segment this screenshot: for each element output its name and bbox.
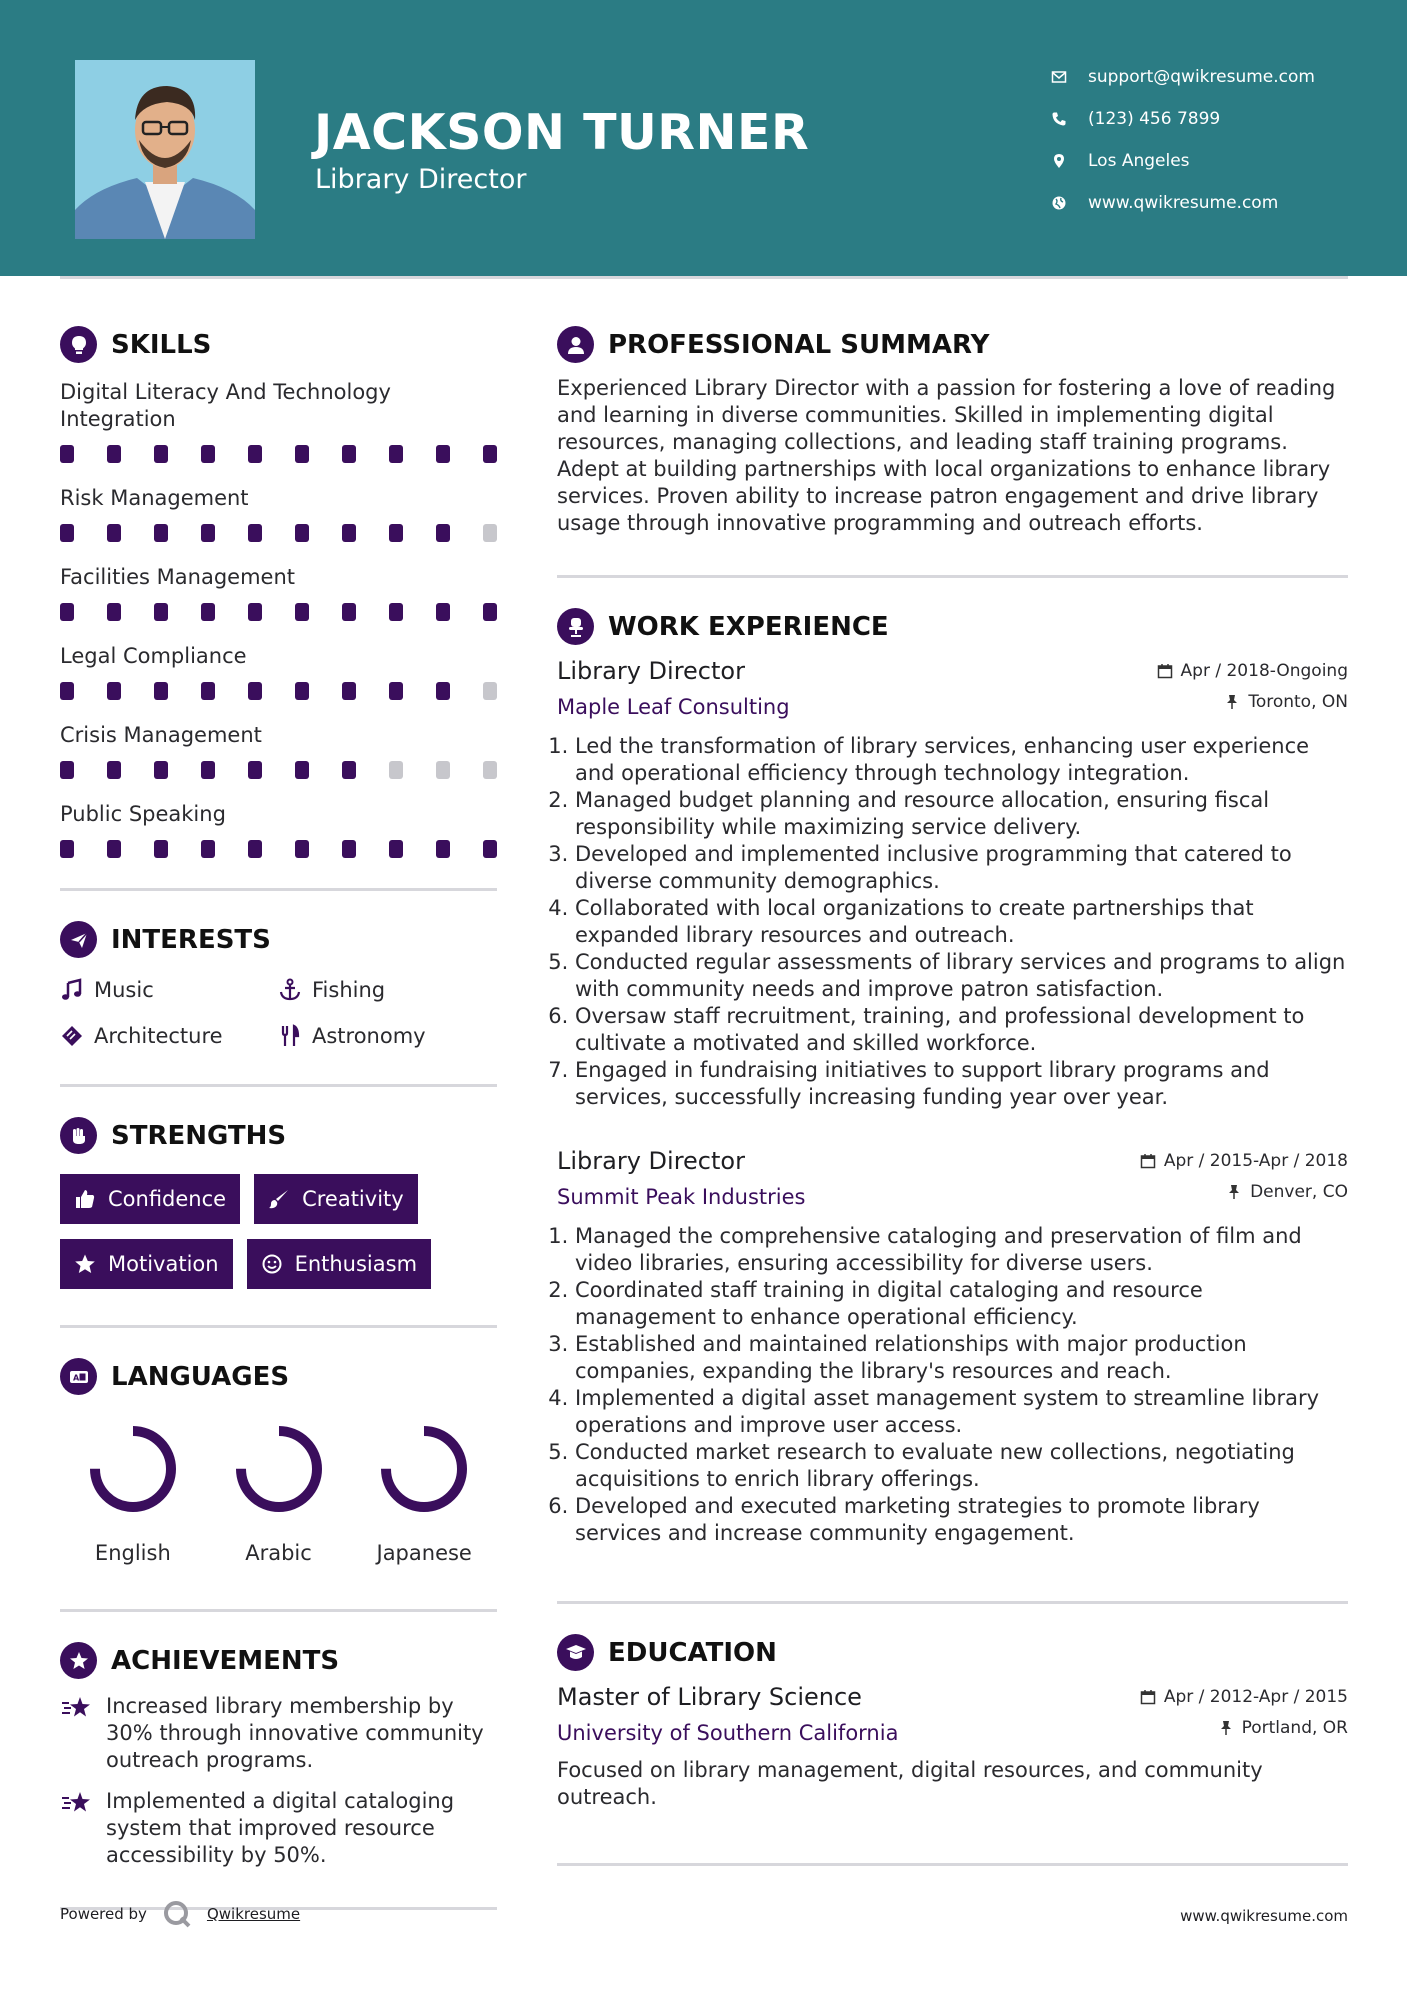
rating-dot-filled	[107, 445, 121, 463]
languages-heading	[60, 1358, 497, 1395]
contact-email[interactable]	[1051, 56, 1315, 98]
contact-phone-text: (123) 456 7899	[1088, 109, 1221, 129]
school-name: University of Southern California	[557, 1721, 899, 1745]
strength-badge	[254, 1174, 418, 1224]
rating-dot-filled	[107, 603, 121, 621]
lightbulb-icon	[60, 326, 97, 363]
rating-dot-filled	[201, 445, 215, 463]
rating-dot-filled	[295, 761, 309, 779]
job-bullets	[557, 733, 1348, 1111]
shooting-star-icon	[60, 1693, 94, 1727]
strengths-heading	[60, 1117, 497, 1154]
utensils-icon	[278, 1024, 302, 1048]
job-title: Library Director	[557, 1147, 745, 1175]
language-name: English	[94, 1541, 171, 1565]
language-proficiency-ring	[83, 1419, 183, 1519]
skill-rating	[60, 445, 497, 463]
summary-text: Experienced Library Director with a passion for fostering a love of reading and learning in diverse communities. Skilled in implementing digital resources, managing collections, and leading staff training programs. Adept at building partnerships with local organizations to enhance library services. Proven ability to increase patron engagement and drive library usage through innovative programming and outreach efforts.	[557, 376, 1336, 535]
right-column	[557, 326, 1348, 1866]
rating-dot-filled	[436, 840, 450, 858]
strength-label: Creativity	[302, 1187, 404, 1211]
rating-dot-filled	[60, 524, 74, 542]
rating-dot-filled	[107, 524, 121, 542]
rating-dot-filled	[342, 445, 356, 463]
calendar-icon	[1140, 1153, 1156, 1169]
rating-dot-filled	[154, 524, 168, 542]
rating-dot-filled	[201, 682, 215, 700]
pushpin-icon	[1218, 1720, 1234, 1736]
achievements-title: ACHIEVEMENTS	[111, 1645, 340, 1676]
rating-dot-filled	[248, 840, 262, 858]
languages-title: LANGUAGES	[111, 1361, 290, 1392]
rating-dot-filled	[342, 603, 356, 621]
ruler-pencil-icon	[60, 1024, 84, 1048]
strength-badge	[247, 1239, 431, 1289]
office-chair-icon	[557, 608, 594, 645]
rating-dot-filled	[483, 445, 497, 463]
shooting-star-icon	[60, 1788, 94, 1822]
job-bullet: 2. Managed budget planning and resource allocation, ensuring fiscal responsibility while maximizing service delivery.	[575, 787, 1348, 841]
strengths-title: STRENGTHS	[111, 1120, 287, 1151]
rating-dot-filled	[295, 524, 309, 542]
education-dates	[1140, 1687, 1348, 1707]
job-bullet: 5. Conducted regular assessments of library services and programs to align with community needs and improve patron satisfaction.	[575, 949, 1348, 1003]
job-bullet: 2. Coordinated staff training in digital cataloging and resource management to enhance operational efficiency.	[575, 1277, 1348, 1331]
qwikresume-logo-icon	[161, 1898, 193, 1930]
interests-list	[60, 978, 497, 1048]
interests-heading	[60, 921, 497, 958]
contact-website[interactable]	[1051, 182, 1315, 224]
rating-dot-filled	[436, 445, 450, 463]
rating-dot-filled	[248, 603, 262, 621]
rating-dot-filled	[154, 603, 168, 621]
phone-icon	[1051, 111, 1067, 127]
skill-name: Risk Management	[60, 486, 249, 510]
job-entry	[557, 1147, 1348, 1547]
language-level-arc	[95, 1431, 171, 1507]
rating-dot-empty	[436, 761, 450, 779]
rating-dot-filled	[342, 682, 356, 700]
rating-dot-filled	[154, 761, 168, 779]
rating-dot-filled	[342, 761, 356, 779]
strength-label: Confidence	[108, 1187, 227, 1211]
fist-icon	[60, 1117, 97, 1154]
rating-dot-filled	[295, 682, 309, 700]
rating-dot-filled	[389, 840, 403, 858]
brand-link[interactable]: Qwikresume	[206, 1905, 301, 1923]
job-location	[1226, 1182, 1348, 1202]
language-level-arc	[241, 1431, 317, 1507]
language-icon	[60, 1358, 97, 1395]
skill-rating	[60, 761, 497, 779]
interest-item	[60, 978, 278, 1002]
contact-location	[1051, 140, 1315, 182]
skill-name: Legal Compliance	[60, 644, 247, 668]
interest-label: Music	[94, 978, 154, 1002]
strengths-list	[60, 1174, 497, 1289]
language-name: Arabic	[245, 1541, 312, 1565]
language-proficiency-ring	[374, 1419, 474, 1519]
job-location-text: Toronto, ON	[1248, 692, 1348, 712]
interest-label: Astronomy	[312, 1024, 426, 1048]
education-heading	[557, 1634, 1348, 1671]
job-company: Maple Leaf Consulting	[557, 695, 790, 719]
rating-dot-empty	[483, 524, 497, 542]
interest-label: Fishing	[312, 978, 386, 1002]
rating-dot-filled	[248, 445, 262, 463]
job-bullet: 1. Led the transformation of library services, enhancing user experience and operational efficiency through technology integration.	[575, 733, 1348, 787]
rating-dot-filled	[201, 840, 215, 858]
skill-name: Public Speaking	[60, 802, 226, 826]
job-entry	[557, 657, 1348, 1111]
education-location-text: Portland, OR	[1241, 1718, 1348, 1738]
job-bullet: 6. Developed and executed marketing strategies to promote library services and increase community engagement.	[575, 1493, 1348, 1547]
rating-dot-filled	[60, 445, 74, 463]
paper-plane-icon	[60, 921, 97, 958]
star-icon	[74, 1253, 96, 1275]
rating-dot-filled	[389, 445, 403, 463]
rating-dot-filled	[248, 682, 262, 700]
rating-dot-filled	[107, 840, 121, 858]
language-proficiency-ring	[229, 1419, 329, 1519]
skills-title: SKILLS	[111, 329, 212, 360]
rating-dot-filled	[60, 603, 74, 621]
achievements-list	[60, 1693, 497, 1869]
interest-item	[60, 1024, 278, 1048]
rating-dot-filled	[295, 445, 309, 463]
rating-dot-filled	[436, 524, 450, 542]
rating-dot-filled	[389, 524, 403, 542]
job-dates-text: Apr / 2015-Apr / 2018	[1163, 1151, 1348, 1171]
rating-dot-filled	[248, 761, 262, 779]
achievements-heading	[60, 1642, 497, 1679]
rating-dot-filled	[295, 603, 309, 621]
graduate-icon	[557, 1634, 594, 1671]
language-item	[351, 1419, 497, 1565]
language-level-arc	[386, 1431, 462, 1507]
header-banner	[0, 0, 1407, 276]
job-location	[1224, 692, 1348, 712]
contact-phone[interactable]	[1051, 98, 1315, 140]
rating-dot-filled	[483, 603, 497, 621]
profile-photo	[75, 60, 255, 239]
skills-list	[60, 379, 497, 858]
strength-label: Enthusiasm	[294, 1252, 418, 1276]
job-dates	[1157, 661, 1348, 681]
job-bullet: 4. Collaborated with local organizations to create partnerships that expanded library resources and outreach.	[575, 895, 1348, 949]
job-location-text: Denver, CO	[1250, 1182, 1348, 1202]
skill-rating	[60, 682, 497, 700]
skill-name: Crisis Management	[60, 723, 262, 747]
rating-dot-empty	[483, 682, 497, 700]
education-entry	[557, 1683, 1348, 1811]
achievement-item	[60, 1788, 497, 1869]
rating-dot-filled	[201, 761, 215, 779]
skill-name: Digital Literacy And Technology Integration	[60, 380, 391, 431]
language-name: Japanese	[376, 1541, 472, 1565]
rating-dot-filled	[436, 682, 450, 700]
rating-dot-filled	[60, 682, 74, 700]
job-bullet: 6. Oversaw staff recruitment, training, and professional development to cultivate a motivated and skilled workforce.	[575, 1003, 1348, 1057]
footer-powered-by	[60, 1898, 300, 1930]
envelope-icon	[1051, 69, 1067, 85]
rating-dot-filled	[295, 840, 309, 858]
header-divider	[60, 276, 1348, 279]
left-column	[60, 326, 497, 1910]
rating-dot-filled	[60, 761, 74, 779]
rating-dot-filled	[483, 840, 497, 858]
rating-dot-filled	[107, 761, 121, 779]
education-title: EDUCATION	[608, 1637, 777, 1668]
rating-dot-filled	[154, 682, 168, 700]
rating-dot-filled	[154, 840, 168, 858]
rating-dot-filled	[342, 840, 356, 858]
skill-rating	[60, 603, 497, 621]
pushpin-icon	[1224, 694, 1240, 710]
rating-dot-filled	[107, 682, 121, 700]
job-bullet: 3. Developed and implemented inclusive programming that catered to diverse community demographics.	[575, 841, 1348, 895]
interests-title: INTERESTS	[111, 924, 271, 955]
summary-title: PROFESSIONAL SUMMARY	[608, 329, 990, 360]
interest-item	[278, 978, 496, 1002]
degree: Master of Library Science	[557, 1683, 862, 1711]
experience-title: WORK EXPERIENCE	[608, 611, 889, 642]
music-icon	[60, 978, 84, 1002]
contact-location-text: Los Angeles	[1088, 151, 1190, 171]
experience-heading	[557, 608, 1348, 645]
languages-list	[60, 1419, 497, 1565]
rating-dot-filled	[60, 840, 74, 858]
skills-heading	[60, 326, 497, 363]
smile-icon	[261, 1253, 283, 1275]
rating-dot-filled	[436, 603, 450, 621]
job-bullet: 7. Engaged in fundraising initiatives to support library programs and services, successfully increasing funding year over year.	[575, 1057, 1348, 1111]
strength-badge	[60, 1239, 233, 1289]
job-company: Summit Peak Industries	[557, 1185, 806, 1209]
skill-name: Facilities Management	[60, 565, 296, 589]
anchor-icon	[278, 978, 302, 1002]
section-divider	[60, 1084, 497, 1087]
globe-icon	[1051, 195, 1067, 211]
job-bullet: 1. Managed the comprehensive cataloging and preservation of film and video libraries, ensuring accessibility for diverse users.	[575, 1223, 1348, 1277]
rating-dot-empty	[483, 761, 497, 779]
pushpin-icon	[1226, 1184, 1242, 1200]
candidate-name: JACKSON TURNER	[314, 104, 810, 161]
skill-rating	[60, 524, 497, 542]
user-icon	[557, 326, 594, 363]
strength-badge	[60, 1174, 240, 1224]
education-location	[1218, 1718, 1348, 1738]
rating-dot-filled	[201, 603, 215, 621]
thumbs-up-icon	[74, 1188, 96, 1210]
job-title: Library Director	[557, 657, 745, 685]
section-divider	[557, 1601, 1348, 1604]
education-dates-text: Apr / 2012-Apr / 2015	[1163, 1687, 1348, 1707]
calendar-icon	[1140, 1689, 1156, 1705]
strength-label: Motivation	[108, 1252, 219, 1276]
section-divider	[60, 888, 497, 891]
rating-dot-filled	[389, 682, 403, 700]
rating-dot-filled	[248, 524, 262, 542]
rating-dot-filled	[154, 445, 168, 463]
achievement-text: Increased library membership by 30% through innovative community outreach programs.	[106, 1694, 484, 1772]
interest-item	[278, 1024, 496, 1048]
job-bullets	[557, 1223, 1348, 1547]
interest-label: Architecture	[94, 1024, 223, 1048]
job-bullet: 5. Conducted market research to evaluate new collections, negotiating acquisitions to enrich library offerings.	[575, 1439, 1348, 1493]
contact-email-text: support@qwikresume.com	[1088, 67, 1315, 87]
rating-dot-filled	[389, 603, 403, 621]
rating-dot-filled	[342, 524, 356, 542]
rating-dot-empty	[389, 761, 403, 779]
star-badge-icon	[60, 1642, 97, 1679]
language-item	[60, 1419, 206, 1565]
contact-website-text: www.qwikresume.com	[1088, 193, 1279, 213]
job-bullet: 4. Implemented a digital asset management system to streamline library operations and improve user access.	[575, 1385, 1348, 1439]
section-divider	[60, 1609, 497, 1612]
map-marker-icon	[1051, 153, 1067, 169]
svg-text:A: A	[72, 1373, 79, 1382]
job-dates-text: Apr / 2018-Ongoing	[1180, 661, 1348, 681]
job-bullet: 3. Established and maintained relationships with major production companies, expanding the library's resources and reach.	[575, 1331, 1348, 1385]
achievement-item	[60, 1693, 497, 1774]
candidate-title: Library Director	[315, 164, 527, 195]
language-item	[206, 1419, 352, 1565]
skill-rating	[60, 840, 497, 858]
section-divider	[557, 575, 1348, 578]
job-dates	[1140, 1151, 1348, 1171]
footer-url[interactable]: www.qwikresume.com	[1180, 1907, 1348, 1925]
contact-list	[1051, 56, 1315, 224]
summary-heading	[557, 326, 1348, 363]
education-description: Focused on library management, digital resources, and community outreach.	[557, 1758, 1263, 1809]
achievement-text: Implemented a digital cataloging system that improved resource accessibility by 50%.	[106, 1789, 455, 1867]
section-divider	[557, 1863, 1348, 1866]
rating-dot-filled	[201, 524, 215, 542]
section-divider	[60, 1325, 497, 1328]
paint-brush-icon	[268, 1188, 290, 1210]
calendar-icon	[1157, 663, 1173, 679]
powered-by-text: Powered by	[60, 1905, 147, 1923]
